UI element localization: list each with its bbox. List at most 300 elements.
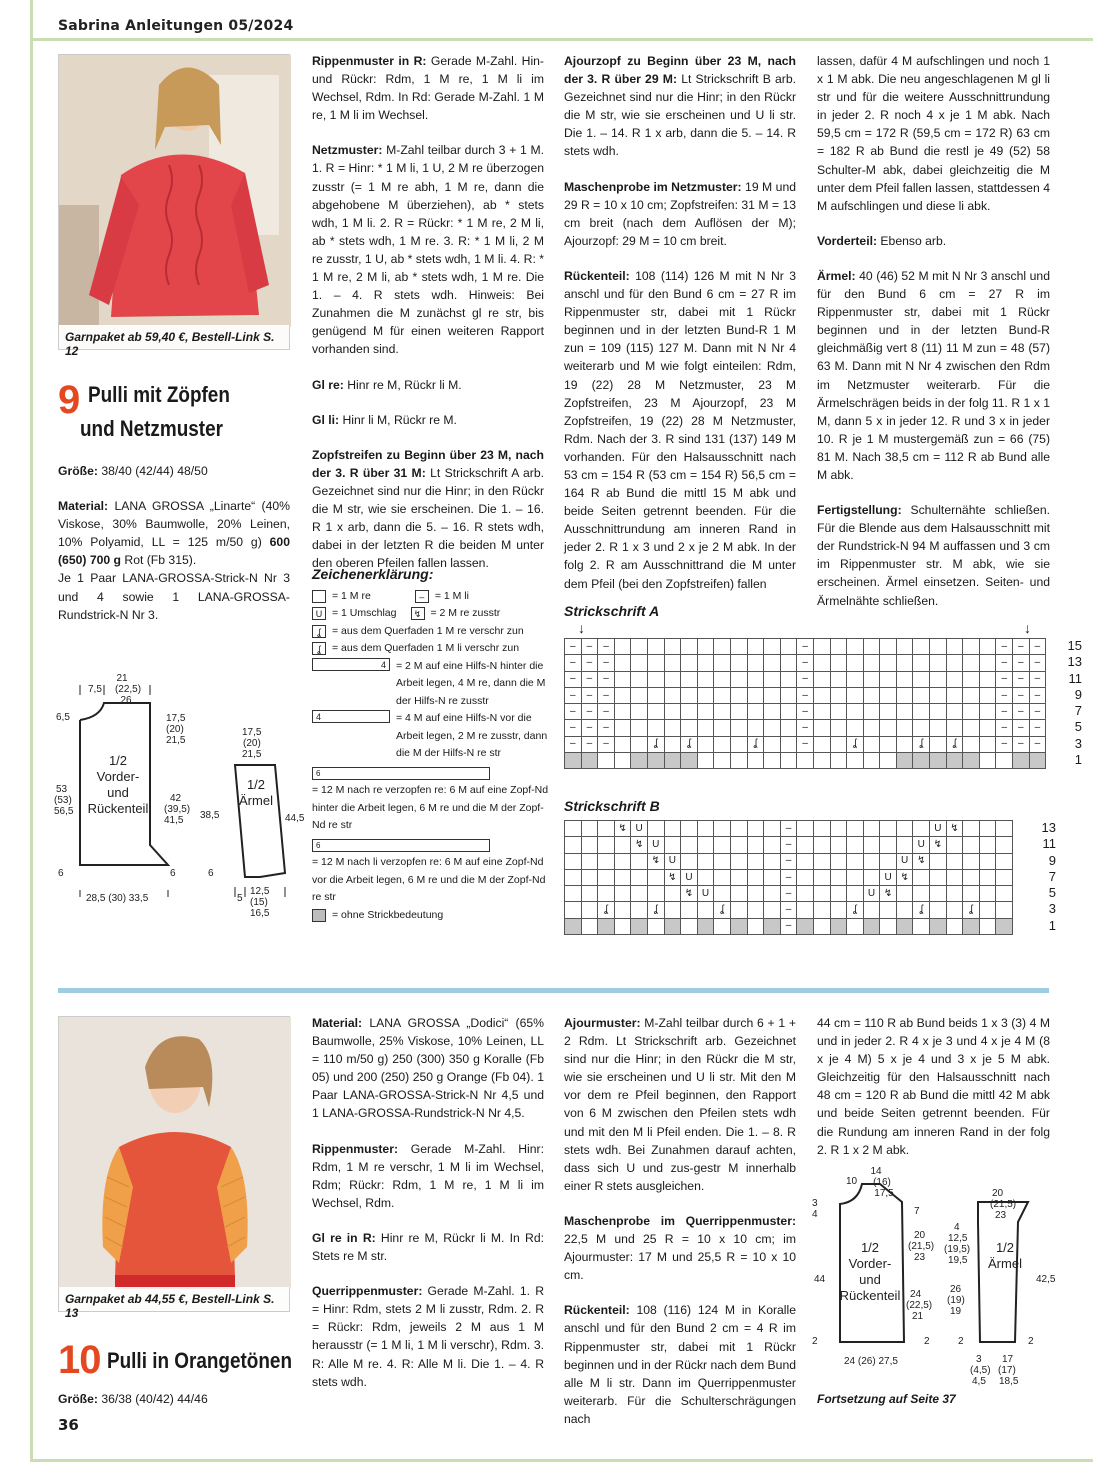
chart-cell <box>830 853 847 869</box>
chart-cell <box>614 837 631 853</box>
chart-cell <box>664 753 681 769</box>
chart-cell <box>930 853 947 869</box>
chart-cell <box>880 639 897 655</box>
chart-cell <box>614 704 631 720</box>
size-value: 38/40 (42/44) 48/50 <box>97 464 208 478</box>
chart-cell: – <box>1029 655 1046 671</box>
pattern-9-title-line2-wrap <box>80 414 246 444</box>
chart-cell <box>996 886 1013 902</box>
chart-cell <box>847 918 864 934</box>
chart-cell <box>581 869 598 885</box>
chart-cell: – <box>565 671 582 687</box>
chart-cell <box>813 639 830 655</box>
para-text: 22,5 M und 25 R = 10 x 10 cm; im Ajourmuster: 17 M und 25,5 R = 10 x 10 cm. <box>564 1232 796 1283</box>
chart-cell <box>880 720 897 736</box>
chart-cell: – <box>565 639 582 655</box>
chart-cell <box>714 720 731 736</box>
para-label: Gl li: <box>312 412 340 427</box>
chart-cell <box>813 704 830 720</box>
dim-shoulder: 6,5 <box>56 712 70 723</box>
pattern-9-col3 <box>564 52 796 610</box>
chart-cell <box>730 671 747 687</box>
chart-row <box>565 853 1013 869</box>
chart-cell <box>614 869 631 885</box>
chart-cell <box>565 918 582 934</box>
chart-cell <box>979 720 996 736</box>
dim-top-3: 26 <box>120 695 132 706</box>
dim-top-2: (16) <box>873 1177 891 1188</box>
para-label: Ajourzopf zu Beginn über 23 M, nach der 3. R über 29 M: <box>564 54 796 87</box>
chart-cell: ↯ <box>681 886 698 902</box>
chart-cell <box>813 671 830 687</box>
chart-cell <box>714 837 731 853</box>
chart-cell <box>946 687 963 703</box>
chart-cell <box>979 753 996 769</box>
chart-cell <box>647 655 664 671</box>
chart-row <box>565 671 1046 687</box>
paragraph <box>564 1014 796 1195</box>
chart-cell <box>664 655 681 671</box>
chart-cell <box>730 902 747 918</box>
chart-cell <box>946 704 963 720</box>
chart-cell <box>664 687 681 703</box>
chart-cell: – <box>1029 687 1046 703</box>
row-number: 11 <box>1042 836 1056 852</box>
knitting-chart-a <box>564 638 1046 769</box>
dim-side-1: 24 <box>910 1289 922 1300</box>
chart-cell: ↯ <box>647 853 664 869</box>
chart-cell <box>581 886 598 902</box>
para-text: Gerade M-Zahl. 1. R = Hinr: Rdm, stets 2 M li zusstr, Rdm. 2. R = Rückr: Rdm, jeweils 2 M aus 1 M herausstr (= 1 M li, 1 M li verschr), Rdm. 3. R: Alle M re. 4. R: Alle M li. Die 1. – 4. R stets wdh. <box>312 1284 544 1389</box>
chart-a-row-numbers <box>1056 638 1082 768</box>
chart-cell <box>631 853 648 869</box>
legend-item <box>312 907 552 925</box>
chart-cell <box>863 704 880 720</box>
chart-cell <box>896 639 913 655</box>
chart-row <box>565 837 1013 853</box>
chart-cell <box>996 918 1013 934</box>
chart-cell: – <box>565 687 582 703</box>
chart-cell: U <box>913 837 930 853</box>
chart-cell <box>797 918 814 934</box>
row-number: 13 <box>1041 820 1056 835</box>
chart-row <box>565 821 1013 837</box>
row-number: 3 <box>1048 901 1056 917</box>
body-label-3: und <box>859 1272 881 1287</box>
chart-cell: – <box>565 704 582 720</box>
size-label: Größe: <box>58 1392 98 1406</box>
para-label: Ajourmuster: <box>564 1016 641 1030</box>
chart-cell: – <box>797 720 814 736</box>
chart-cell: – <box>996 671 1013 687</box>
chart-cell <box>830 886 847 902</box>
chart-cell <box>913 687 930 703</box>
chart-cell <box>963 837 980 853</box>
chart-cell <box>764 869 781 885</box>
chart-cell <box>847 687 864 703</box>
chart-cell <box>880 837 897 853</box>
paragraph <box>564 1301 796 1428</box>
chart-cell <box>979 639 996 655</box>
chart-cell <box>697 720 714 736</box>
chart-cell <box>697 655 714 671</box>
para-label: Gl re in R: <box>312 1230 376 1245</box>
chart-cell: – <box>780 853 797 869</box>
paragraph <box>817 501 1050 610</box>
chart-cell <box>946 869 963 885</box>
chart-cell <box>780 736 797 752</box>
legend-item <box>411 605 501 623</box>
chart-cell <box>896 821 913 837</box>
chart-cell <box>714 671 731 687</box>
chart-cell <box>946 753 963 769</box>
chart-cell <box>747 902 764 918</box>
chart-cell <box>647 720 664 736</box>
sleeve-cuff-small-2: (4,5) <box>970 1365 991 1376</box>
chart-cell: – <box>565 655 582 671</box>
dim-arm-1: 20 <box>914 1230 926 1241</box>
chart-cell <box>996 837 1013 853</box>
row-number: 9 <box>1074 686 1082 702</box>
chart-cell <box>614 655 631 671</box>
legend-item <box>312 640 552 658</box>
chart-cell <box>647 821 664 837</box>
chart-cell: – <box>996 687 1013 703</box>
row-number: 11 <box>1068 670 1082 686</box>
chart-cell <box>813 821 830 837</box>
model-photo-orange-sweater <box>59 1017 291 1289</box>
paragraph <box>312 141 544 358</box>
chart-cell <box>598 918 615 934</box>
chart-cell <box>565 753 582 769</box>
sleeve-left: 38,5 <box>200 810 220 821</box>
chart-cell <box>581 902 598 918</box>
sleeve-right: 42,5 <box>1036 1274 1056 1285</box>
dim-neck: 7,5 <box>88 684 102 695</box>
para-label: Netzmuster: <box>312 143 383 158</box>
chart-cell: U <box>896 853 913 869</box>
chart-cell <box>847 639 864 655</box>
chart-cell <box>930 639 947 655</box>
sleeve-label-2: Ärmel <box>239 793 273 808</box>
material-text: LANA GROSSA „Linarte“ (40% Viskose, 30% Baumwolle, 20% Leinen, 10% Polyamid, LL = 125 m/50 g) <box>58 499 290 550</box>
legend-symbol: U <box>312 607 326 620</box>
dim-mid-1: 42 <box>170 793 182 804</box>
chart-cell <box>681 687 698 703</box>
chart-cell <box>847 886 864 902</box>
chart-cell <box>930 704 947 720</box>
chart-cell <box>631 720 648 736</box>
legend-symbol: ʆ <box>312 642 326 655</box>
chart-cell <box>963 821 980 837</box>
sleeve-label-1: 1/2 <box>246 777 266 792</box>
chart-cell <box>930 736 947 752</box>
material-label: Material: <box>58 499 109 514</box>
chart-cell <box>979 821 996 837</box>
chart-cell: – <box>598 671 615 687</box>
dim-right-2: (20) <box>166 724 184 735</box>
chart-cell: ↯ <box>614 821 631 837</box>
photo-caption: Garnpaket ab 44,55 €, Bestell-Link S. 13 <box>59 1287 289 1311</box>
para-label: Ärmel: <box>817 268 856 283</box>
chart-cell <box>730 720 747 736</box>
chart-cell <box>664 639 681 655</box>
legend-text: = ohne Strickbedeutung <box>332 908 444 921</box>
legend-item <box>312 710 552 763</box>
chart-cell <box>764 853 781 869</box>
chart-cell: – <box>780 918 797 934</box>
dim-left-1: 53 <box>56 784 68 795</box>
chart-cell <box>896 918 913 934</box>
chart-cell <box>681 671 698 687</box>
chart-cell <box>896 886 913 902</box>
photo-pattern-10 <box>58 1016 290 1320</box>
legend-symbol: 4 <box>312 710 390 723</box>
body-label-2: Vorder- <box>96 769 140 784</box>
chart-cell <box>847 869 864 885</box>
chart-cell <box>714 639 731 655</box>
chart-cell <box>664 902 681 918</box>
arrow-down-icon: ↓ <box>578 620 585 636</box>
chart-cell <box>896 704 913 720</box>
chart-cell <box>598 853 615 869</box>
chart-cell <box>979 837 996 853</box>
chart-cell <box>764 671 781 687</box>
chart-cell <box>598 753 615 769</box>
chart-cell <box>830 821 847 837</box>
paragraph <box>564 267 796 593</box>
chart-cell: – <box>1029 671 1046 687</box>
dim-top-3: 17,5 <box>874 1188 894 1199</box>
chart-cell: U <box>930 821 947 837</box>
legend-item <box>312 658 552 711</box>
chart-cell <box>681 720 698 736</box>
para-label: Rippenmuster in R: <box>312 54 427 68</box>
dim-width: 28,5 (30) 33,5 <box>86 893 149 904</box>
chart-cell: ʆ <box>913 902 930 918</box>
chart-cell: – <box>996 639 1013 655</box>
chart-cell <box>714 687 731 703</box>
para-text: 40 (46) 52 M mit N Nr 3 anschl und für den Bund 6 cm = 27 R im Rippenmuster str, dabei mit 1 Rückr beginnen und in der letzten Bund-R gleichmäßig vert 8 (11) 11 M zun = 48 (57) 63 M. Dann mit N Nr 4 zwischen den Rdm im Netzmuster weiterarb. Für die Ärmelschrägen beids in der folg 11. R 1 x 1 M, dann 5 x in jeder 12. R und 3 x in jeder 10. R je 1 M mustergemäß zun = 66 (75) 81 M. Nach 38,5 cm = 112 R ab Bund alle M abk. <box>817 268 1050 482</box>
chart-cell <box>697 902 714 918</box>
chart-cell <box>830 655 847 671</box>
sleeve-cap-2: 12,5 <box>948 1233 968 1244</box>
chart-cell: – <box>797 671 814 687</box>
chart-cell <box>631 869 648 885</box>
chart-cell: – <box>565 720 582 736</box>
chart-cell <box>614 918 631 934</box>
dim-arm-2: (21,5) <box>908 1241 935 1252</box>
chart-cell <box>913 720 930 736</box>
chart-cell <box>979 853 996 869</box>
body-label-1: 1/2 <box>108 753 128 768</box>
material-color: Rot (Fb 315). <box>121 553 197 568</box>
chart-cell: ʆ <box>847 736 864 752</box>
chart-cell <box>1029 753 1046 769</box>
chart-cell: – <box>565 736 582 752</box>
dim-top-2: (22,5) <box>114 684 142 695</box>
chart-cell <box>631 902 648 918</box>
chart-cell <box>631 918 648 934</box>
chart-cell <box>697 869 714 885</box>
schematic-pattern-9 <box>50 665 310 925</box>
chart-cell <box>913 704 930 720</box>
para-text: Hinr li M, Rückr re M. <box>339 412 457 427</box>
chart-cell <box>979 704 996 720</box>
chart-cell <box>730 853 747 869</box>
chart-cell <box>913 886 930 902</box>
chart-cell: – <box>780 821 797 837</box>
arrow-down-icon: ↓ <box>1024 620 1031 636</box>
chart-cell <box>681 821 698 837</box>
paragraph <box>312 411 544 429</box>
chart-cell <box>963 655 980 671</box>
chart-cell <box>930 869 947 885</box>
chart-cell <box>930 720 947 736</box>
body-label-3: und <box>107 785 129 800</box>
chart-cell <box>847 671 864 687</box>
para-text: Ebenso arb. <box>877 233 947 248</box>
para-label: Querrippenmuster: <box>312 1284 423 1299</box>
chart-cell: ʆ <box>946 736 963 752</box>
chart-cell <box>979 918 996 934</box>
chart-cell <box>631 886 648 902</box>
chart-cell: – <box>1013 704 1030 720</box>
chart-cell <box>764 655 781 671</box>
chart-cell <box>614 886 631 902</box>
chart-cell <box>664 886 681 902</box>
pattern-9-col4 <box>817 52 1050 627</box>
chart-cell <box>565 837 582 853</box>
chart-cell <box>681 853 698 869</box>
chart-cell <box>764 886 781 902</box>
legend-text: = 1 Umschlag <box>332 607 397 619</box>
sleeve-cuff-small-3: 4,5 <box>972 1376 986 1387</box>
chart-cell <box>896 671 913 687</box>
chart-cell <box>647 753 664 769</box>
chart-cell <box>747 687 764 703</box>
para-label: Maschenprobe im Querrippenmuster: <box>564 1213 796 1228</box>
chart-cell <box>697 639 714 655</box>
chart-cell <box>647 671 664 687</box>
sleeve-cuff-1: 17 <box>1002 1354 1014 1365</box>
chart-cell <box>581 837 598 853</box>
legend-item <box>312 623 552 641</box>
para-label: Rückenteil: <box>564 1303 630 1318</box>
chart-cell <box>764 704 781 720</box>
chart-cell <box>797 902 814 918</box>
chart-cell <box>664 720 681 736</box>
chart-cell: ↯ <box>913 853 930 869</box>
row-number: 7 <box>1074 703 1082 719</box>
chart-cell <box>830 918 847 934</box>
chart-cell <box>747 853 764 869</box>
dim-mid-2: (39,5) <box>164 804 191 815</box>
legend-symbol: 4 <box>312 658 390 671</box>
chart-row <box>565 639 1046 655</box>
legend-item <box>312 765 552 835</box>
chart-cell: U <box>880 869 897 885</box>
chart-row <box>565 720 1046 736</box>
chart-cell <box>880 753 897 769</box>
chart-cell <box>946 886 963 902</box>
pattern-10-col3 <box>564 1014 796 1445</box>
chart-cell <box>946 837 963 853</box>
sleeve-label-1: 1/2 <box>995 1240 1015 1255</box>
chart-cell <box>664 704 681 720</box>
chart-cell <box>913 655 930 671</box>
chart-cell <box>830 902 847 918</box>
row-number: 5 <box>1048 885 1056 901</box>
chart-cell: ʆ <box>647 736 664 752</box>
chart-cell <box>714 821 731 837</box>
para-label: Maschenprobe im Netzmuster: <box>564 179 742 194</box>
knitting-chart-b <box>564 820 1013 935</box>
chart-cell <box>631 639 648 655</box>
chart-cell <box>813 687 830 703</box>
chart-cell <box>565 886 582 902</box>
chart-cell <box>863 671 880 687</box>
chart-cell <box>863 902 880 918</box>
chart-cell: – <box>1013 720 1030 736</box>
sleeve-cuff-3: 16,5 <box>250 908 270 919</box>
pattern-10-col4 <box>817 1014 1050 1176</box>
photo-caption: Garnpaket ab 59,40 €, Bestell-Link S. 12 <box>59 325 289 349</box>
chart-cell <box>730 869 747 885</box>
chart-cell <box>730 886 747 902</box>
chart-cell <box>880 902 897 918</box>
chart-cell: – <box>581 655 598 671</box>
sleeve-cuff-2: (15) <box>250 897 268 908</box>
chart-cell <box>979 655 996 671</box>
chart-cell <box>664 837 681 853</box>
chart-b-row-numbers <box>1030 820 1056 934</box>
row-number: 7 <box>1048 868 1056 884</box>
chart-cell <box>697 736 714 752</box>
sleeve-hem-right: 2 <box>1028 1336 1034 1347</box>
chart-row <box>565 736 1046 752</box>
chart-cell <box>863 837 880 853</box>
chart-cell: – <box>797 639 814 655</box>
legend-text: = 12 M nach li verzopfen re: 6 M auf eine Zopf-Nd vor die Arbeit legen, 6 M re und die M der Zopf-Nd re str <box>312 856 546 903</box>
chart-cell <box>913 639 930 655</box>
dim-side-3: 21 <box>912 1311 924 1322</box>
row-number: 5 <box>1074 719 1082 735</box>
sleeve-cuff-small: 5 <box>237 893 243 904</box>
chart-cell: – <box>1029 704 1046 720</box>
chart-cell <box>730 821 747 837</box>
chart-cell <box>697 918 714 934</box>
chart-cell <box>747 655 764 671</box>
chart-cell <box>896 736 913 752</box>
chart-cell: ↯ <box>631 837 648 853</box>
chart-a-title: Strickschrift A <box>564 603 660 619</box>
chart-row <box>565 869 1013 885</box>
chart-cell <box>963 687 980 703</box>
title-line-2: und Netzmuster <box>80 416 223 441</box>
chart-cell <box>614 853 631 869</box>
paragraph <box>312 1282 544 1391</box>
continuation-note: Fortsetzung auf Seite 37 <box>817 1392 956 1406</box>
chart-cell <box>681 753 698 769</box>
chart-cell <box>598 821 615 837</box>
chart-cell <box>764 720 781 736</box>
chart-cell <box>946 671 963 687</box>
chart-cell <box>830 639 847 655</box>
chart-cell <box>747 869 764 885</box>
para-text: LANA GROSSA „Dodici“ (65% Baumwolle, 25% Viskose, 10% Leinen, LL = 110 m/50 g) 250 (300) 350 g Koralle (Fb 05) und 200 (250) 250 g Orange (Fb 04). 1 Paar LANA-GROSSA-Strick-N Nr 4,5 und 1 LANA-GROSSA-Rundstrick-N Nr 4,5. <box>312 1016 544 1121</box>
chart-cell <box>664 736 681 752</box>
